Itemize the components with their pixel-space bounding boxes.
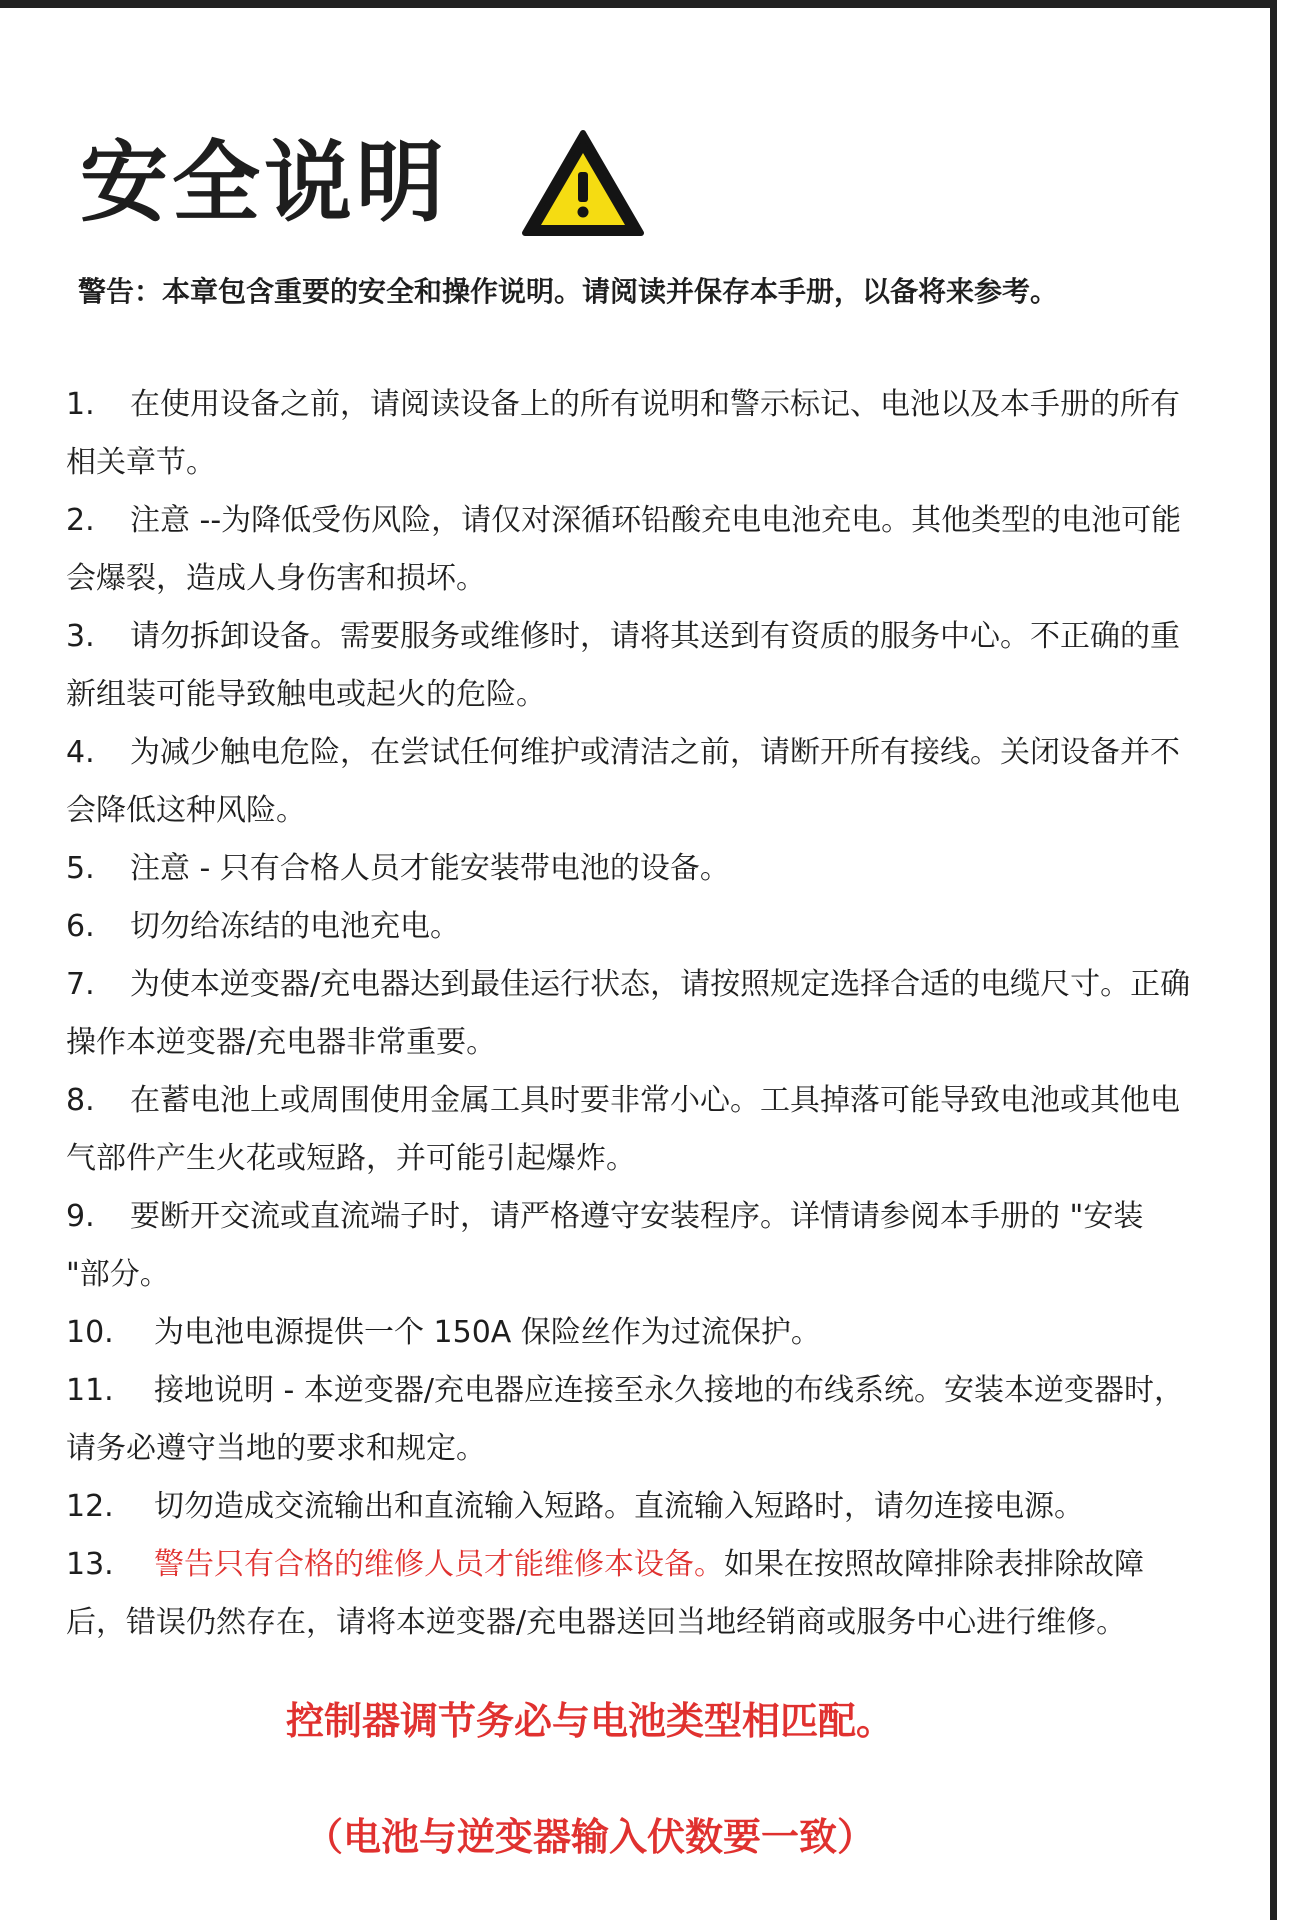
item-number: 8. [66,1083,95,1118]
item-text: 请勿拆卸设备。需要服务或维修时，请将其送到有资质的服务中心。不正确的重新组装可能导致触电或起火的危险。 [66,619,1180,712]
list-item [66,840,1196,898]
top-border [0,0,1276,8]
item-number: 4. [66,735,95,770]
item-warning-text: 警告只有合格的维修人员才能维修本设备。 [154,1547,724,1582]
list-item [66,608,1196,724]
item-text: 如果在按照故障排除表排除故障后，错误仍然存在，请将本逆变器/充电器送回当地经销商或服务中心进行维修。 [66,1547,1144,1640]
list-item [66,1072,1196,1188]
item-number: 11. [66,1373,114,1408]
item-text: 注意 - 只有合格人员才能安装带电池的设备。 [130,851,730,886]
item-number: 13. [66,1547,114,1582]
item-text: 注意 --为降低受伤风险，请仅对深循环铅酸充电电池充电。其他类型的电池可能会爆裂，造成人身伤害和损坏。 [66,503,1182,596]
list-item [66,1536,1196,1652]
header [80,118,646,248]
list-item [66,492,1196,608]
item-number: 12. [66,1489,114,1524]
list-item [66,1478,1196,1536]
item-text: 在蓄电池上或周围使用金属工具时要非常小心。工具掉落可能导致电池或其他电气部件产生火花或短路，并可能引起爆炸。 [66,1083,1180,1176]
item-number: 9. [66,1199,95,1234]
item-number: 2. [66,503,95,538]
list-item [66,376,1196,492]
list-item [66,1362,1196,1478]
warning-triangle-icon [520,127,646,239]
item-text: 在使用设备之前，请阅读设备上的所有说明和警示标记、电池以及本手册的所有相关章节。 [66,387,1180,480]
item-number: 5. [66,851,95,886]
item-number: 6. [66,909,95,944]
intro-warning: 警告：本章包含重要的安全和操作说明。请阅读并保存本手册，以备将来参考。 [78,275,1059,308]
item-text: 为电池电源提供一个 150A 保险丝作为过流保护。 [154,1315,821,1350]
item-text: 为减少触电危险，在尝试任何维护或清洁之前，请断开所有接线。关闭设备并不会降低这种风险。 [66,735,1180,828]
right-border [1270,0,1277,1920]
item-text: 切勿造成交流输出和直流输入短路。直流输入短路时，请勿连接电源。 [154,1489,1084,1524]
item-number: 10. [66,1315,114,1350]
footer-note-battery-match: 控制器调节务必与电池类型相匹配。 [285,1699,894,1743]
item-number: 7. [66,967,95,1002]
item-text: 要断开交流或直流端子时，请严格遵守安装程序。详情请参阅本手册的 "安装 "部分。 [66,1199,1144,1292]
item-text: 为使本逆变器/充电器达到最佳运行状态，请按照规定选择合适的电缆尺寸。正确操作本逆变器/充电器非常重要。 [66,967,1191,1060]
item-text: 接地说明 - 本逆变器/充电器应连接至永久接地的布线系统。安装本逆变器时，请务必遵守当地的要求和规定。 [66,1373,1185,1466]
list-item [66,1304,1196,1362]
list-item [66,956,1196,1072]
item-number: 1. [66,387,95,422]
safety-instructions-list [66,376,1196,1652]
footer-note-voltage-match: （电池与逆变器输入伏数要一致） [304,1815,875,1859]
list-item [66,898,1196,956]
list-item [66,1188,1196,1304]
item-number: 3. [66,619,95,654]
list-item [66,724,1196,840]
item-text: 切勿给冻结的电池充电。 [130,909,460,944]
page-title: 安全说明 [80,131,449,234]
